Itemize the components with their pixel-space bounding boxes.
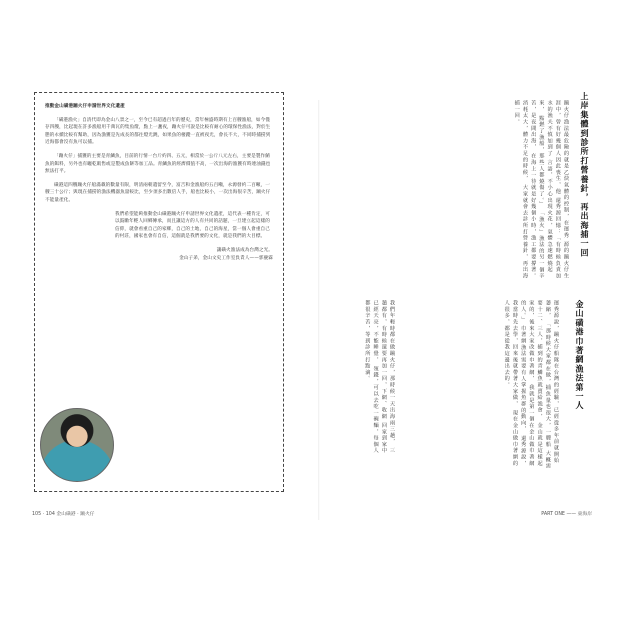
heading-2: 金山磺港巾著網漁法第一人 (575, 300, 584, 411)
heading-1: 上岸集體到診所打營養針，再出海捕一回 (580, 92, 589, 258)
col-b-1: 我們年輕時都在做蹦火仔，那時候一天出海兩三趟， (389, 300, 395, 445)
col-a-2: 源的蹦火仔生涯中，曾有好幾個人因此喪生，他 (554, 100, 569, 280)
col-c-3: 大概需要十二、三人，捕到的青鱗魚就賣給漁會， (536, 300, 551, 470)
page-gutter (318, 100, 320, 520)
col-b-3: 回家到家中已經天亮，不能睡覺， (372, 300, 387, 454)
col-b-2: 三趟都有，有時候還要再加一回，下網、收網 (380, 300, 395, 454)
text-block-a (370, 100, 570, 280)
col-a-5: 點燃了漁船，那些人都燒傷了。」 (538, 115, 545, 208)
paragraph-2: 「蹦火仔」捕獲的主要是青鱗魚，目前的行情一台斤約四、五元，相當於一公斤八元左右，主要是製作鯖魚的餌料，另外也有曬乾販售或是製成魚餅等加工品。青鱗魚的經濟價值不高，一次出海的漁獲有時連油錢也無法打平。 (45, 153, 271, 175)
paragraph-3: 磺港這四艘蹦火仔船滿載的數量有限，明清兩朝遺留至今，富吉和金漁船約五百噸，永源發約二百噸，一艘三十公斤；與現在捕撈的漁法機器魚量較比，至少須多出數倍人手，船也比較小，一次出海很辛苦，蹦火仔不能量產化。 (45, 182, 271, 203)
col-a-3: 還秀源回憶：「有時候負責加水的漁夫不慎加到了 (546, 100, 561, 280)
col-a-9: 大家就會去診所打營養針，再出海捕一回。 (513, 100, 528, 280)
col-a-7: 在海上一待就是好幾個小時，漁工都要撐著。 (530, 153, 537, 280)
paragraph-1: 「磺港漁火」自清代即為金山八景之一，至今已有超過百年的歷史，當年極盛時期有上百艘漁船，如今僅存四艘，比起現在許多漁船用千萬瓦的集魚燈，點上一盞夜，蹦火仔可說是比較有耐心的環保性漁法，對於生態的永續比較有幫助，因為漁獲是先成長的都往燈光跳，如果魚的棲蹤一直被夜光，會長不大，不同時捕撈到近海都會沒有魚可以捕。 (45, 117, 271, 146)
text-block-c (410, 300, 560, 470)
col-c-1: 運秀源說，蹦火仔船隊在台灣的經驗，已經從多年前就開始萎縮， (544, 300, 559, 464)
col-c-4: 金山就是這樣起家的，後來大家改做巾著網， (528, 300, 543, 467)
col-a-8: 消耗太大，體力不足的時候， (521, 100, 528, 182)
col-b-4: 領錢，可以去吃一碗麵，每個人都很辛苦，等到診所打點滴。 (364, 300, 379, 454)
signature-line-1: 讓磺火漁法成為台灣之光。 (216, 247, 273, 253)
signature-line-2: 金山子弟，金山文史工作室負責人——郭慶霖 (179, 255, 273, 261)
left-folio: 105 · 104 金山磺港 · 蹦火仔 (32, 512, 95, 517)
col-c-7: 還秀源說，我當時先去學，回來後就帶著大家做， (511, 300, 527, 467)
box-title: 推動金山磺港蹦火仔申請世界文化遺產 (45, 104, 125, 109)
col-a-6: 「漁火」漁法的另一個辛苦，是夜間出海， (530, 100, 545, 280)
text-block-b (336, 300, 396, 460)
col-c-5: 我就是第一個在金山做巾著網的人。」 (520, 300, 535, 467)
col-c-2: 「那時候大家都在做，捕魚量也很大，一艘船 (544, 321, 551, 448)
right-folio: PART ONE —— 東海岸 (541, 512, 592, 517)
portrait-photo (40, 408, 114, 482)
col-a-1: 蹦火仔漁法最危險的就是乙炔氣體的控制，在運秀 (563, 100, 569, 239)
book-spread (18, 92, 622, 517)
col-c-6: 巾著網漁法需要有人掌握魚群的動向， (520, 325, 527, 433)
col-c-8: 現在金山做巾著網的人很多，都是從我這邊出去的。 (503, 300, 518, 467)
col-a-4: 言語，不小心出現火花，氣體急速燃燒起來， (538, 100, 553, 273)
paragraph-4: 我們希望能夠推動金山磺港蹦火仔申請世界文化遺產，這代表一種肯定，可以鼓勵年輕人回鄉傳承，而且讓這方的人有共同的話題，一旦建立起這樣的信仰，就會看重自己的家鄉，自己的土地，自己的海星，當一個人會重自己的村莊，國家也會有自信，這個就是我們要的文化，就是我們的大目標。 (115, 211, 270, 240)
